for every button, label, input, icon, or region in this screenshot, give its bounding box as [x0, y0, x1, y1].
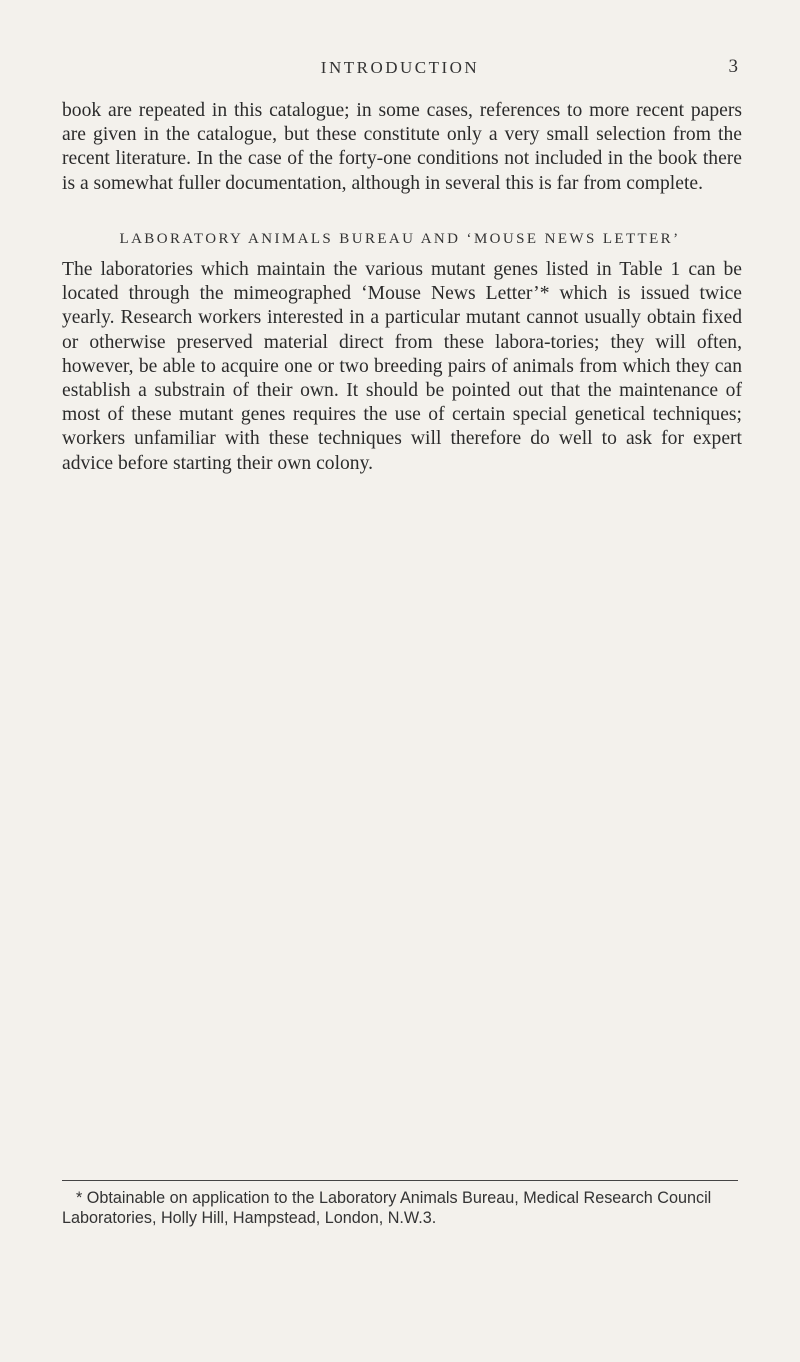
- footnote-divider: [62, 1180, 738, 1181]
- footnote-text: * Obtainable on application to the Laboratory Animals Bureau, Medical Research Council Laboratories, Holly Hill, Hampstead, London, N.W.3.: [62, 1189, 712, 1227]
- section-paragraph: The laboratories which maintain the various mutant genes listed in Table 1 can be located through the mimeographed ‘Mouse News Letter’* which is issued twice yearly. Research workers interested in a particular mutant cannot usually obtain fixed or otherwise preserved material direct from these labora-tories; they will often, however, be able to acquire one or two breeding pairs of animals from which they can establish a substrain of their own. It should be pointed out that the maintenance of most of these mutant genes requires the use of certain special genetical techniques; workers unfamiliar with these techniques will therefore do well to ask for expert advice before starting their own colony.: [62, 259, 742, 474]
- running-head-title: INTRODUCTION: [320, 58, 480, 77]
- footnote: [62, 1189, 742, 1228]
- section-heading: LABORATORY ANIMALS BUREAU AND ‘MOUSE NEWS LETTER’: [119, 231, 681, 247]
- page-number: 3: [728, 56, 738, 77]
- continuation-paragraph: book are repeated in this catalogue; in some cases, references to more recent papers are given in the catalogue, but these constitute only a very small selection from the recent literature. In the case of the forty-one conditions not included in the book there is a somewhat fuller documentation, although in several this is far from complete.: [62, 100, 742, 194]
